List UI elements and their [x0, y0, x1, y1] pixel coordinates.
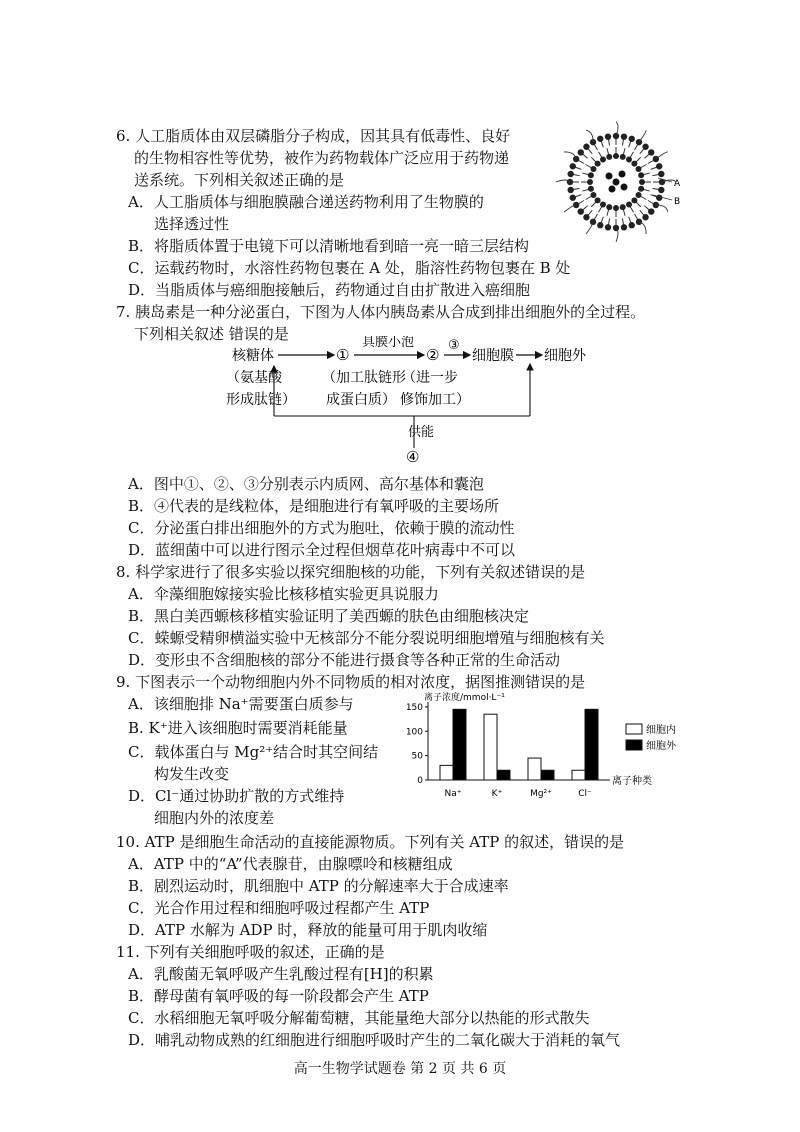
lipid-head-inner — [636, 192, 642, 198]
lipid-head-outer — [578, 208, 584, 214]
lipid-head-inner — [606, 204, 612, 210]
secretion-flow-diagram — [226, 336, 626, 468]
q6-stem-line3: 送系统。下列相关叙述正确的是 — [134, 171, 345, 189]
lipid-head-inner — [595, 197, 601, 203]
bar-inside — [484, 714, 497, 780]
bar-inside — [528, 758, 541, 780]
lipid-head-inner — [590, 166, 596, 172]
lipid-head-outer — [597, 136, 603, 142]
lipid-head-outer — [583, 214, 589, 220]
organelle-2-sub1: （进一步 — [402, 370, 458, 386]
x-category-label: Mg²⁺ — [530, 789, 552, 799]
lipid-head-outer — [653, 156, 659, 162]
lipid-head-outer — [597, 222, 603, 228]
bar-outside — [497, 770, 510, 780]
y-tick-label: 50 — [411, 751, 423, 762]
q10-option-c: C．光合作用过程和细胞呼吸过程都产生 ATP — [128, 899, 430, 917]
organelle-2: ② — [426, 346, 440, 364]
lipid-head-inner — [638, 172, 644, 178]
drug-particle — [609, 186, 616, 193]
organelle-1: ① — [336, 346, 350, 364]
lipid-head-outer — [573, 202, 579, 208]
lipid-head-outer — [656, 195, 662, 201]
peg-chain — [656, 152, 668, 159]
q7-stem-line1: 7. 胰岛素是一种分泌蛋白，下图为人体内胰岛素从合成到排出细胞外的全过程。 — [116, 303, 646, 321]
lipid-head-inner — [626, 156, 632, 162]
lipid-head-outer — [629, 136, 635, 142]
lipid-head-inner — [613, 205, 619, 211]
lipid-head-inner — [639, 179, 645, 185]
q6-option-a-cont: 选择透过性 — [154, 215, 230, 233]
lipid-head-outer — [658, 187, 664, 193]
q7-option-c: C．分泌蛋白排出细胞外的方式为胞吐，依赖于膜的流动性 — [128, 519, 515, 537]
lipid-head-outer — [648, 208, 654, 214]
q8-option-a: A．伞藻细胞嫁接实验比核移植实验更具说服力 — [128, 585, 439, 603]
lipid-head-outer — [573, 156, 579, 162]
lipid-head-outer — [605, 133, 611, 139]
liposome-bilayer — [556, 122, 676, 242]
lipid-head-outer — [656, 163, 662, 169]
bar-inside — [440, 765, 453, 780]
organelle-3: ③ — [448, 338, 460, 353]
cell-membrane-label: 细胞膜 — [472, 348, 514, 364]
lipid-head-outer — [578, 149, 584, 155]
drug-particle — [613, 179, 620, 186]
x-category-label: K⁺ — [491, 789, 503, 799]
liposome-figure — [540, 110, 700, 260]
lipid-head-inner — [595, 161, 601, 167]
lipid-head-inner — [620, 204, 626, 210]
lipid-head-inner — [588, 186, 594, 192]
energy-label: 供能 — [408, 425, 435, 440]
y-tick-label: 100 — [405, 727, 423, 738]
lipid-head-outer — [642, 214, 648, 220]
lipid-head-outer — [570, 195, 576, 201]
lipid-head-inner — [590, 192, 596, 198]
chart-ylabel: 离子浓度/mmol·L⁻¹ — [424, 693, 505, 703]
legend-label: 细胞内 — [646, 725, 676, 736]
y-tick-label: 150 — [405, 702, 423, 713]
q10-option-b: B．剧烈运动时，肌细胞中 ATP 的分解速率大于合成速率 — [128, 877, 509, 895]
lipid-head-inner — [587, 179, 593, 185]
lipid-head-inner — [636, 166, 642, 172]
q8-option-b: B．黑白美西螈核移植实验证明了美西螈的肤色由细胞核决定 — [128, 607, 530, 625]
lipid-head-outer — [658, 171, 664, 177]
q7-stem-line2: 下列相关叙述 错误的是 — [134, 325, 289, 343]
q8-stem: 8. 科学家进行了很多实验以探究细胞核的功能，下列有关叙述错误的是 — [116, 563, 586, 581]
bar-outside — [585, 709, 598, 780]
q10-stem: 10. ATP 是细胞生命活动的直接能源物质。下列有关 ATP 的叙述，错误的是 — [116, 833, 625, 851]
lipid-head-outer — [567, 187, 573, 193]
y-tick-label: 0 — [417, 776, 423, 786]
lipid-head-outer — [570, 163, 576, 169]
ribosome-sub1: （氨基酸 — [226, 370, 282, 386]
q6-stem-line2: 的生物相容性等优势，被作为药物载体广泛应用于药物递 — [134, 149, 510, 167]
lipid-head-inner — [588, 172, 594, 178]
lipid-head-outer — [648, 149, 654, 155]
q8-option-d: D．变形虫不含细胞核的部分不能进行摄食等各种正常的生命活动 — [128, 651, 561, 669]
q11-option-c: C．水稻细胞无氧呼吸分解葡萄糖，其能量绝大部分以热能的形式散失 — [128, 1009, 590, 1027]
q6-stem-line1: 6. 人工脂质体由双层磷脂分子构成，因其具有低毒性、良好 — [116, 127, 511, 145]
q6-option-d: D．当脂质体与癌细胞接触后，药物通过自由扩散进入癌细胞 — [128, 281, 531, 299]
vesicle-label: 具膜小泡 — [362, 336, 415, 350]
q10-option-a: A．ATP 中的“A”代表腺苷，由腺嘌呤和核糖组成 — [128, 855, 453, 873]
lipid-head-inner — [613, 153, 619, 159]
organelle-2-sub2: 修饰加工） — [400, 392, 470, 408]
q6-option-b: B．将脂质体置于电镜下可以清晰地看到暗一亮一暗三层结构 — [128, 237, 530, 255]
liposome-label-b: B — [674, 197, 681, 207]
drug-particle — [621, 184, 628, 191]
page-footer: 高一生物学试题卷 第 2 页 共 6 页 — [293, 1061, 507, 1077]
q7-option-a: A．图中①、②、③分别表示内质网、高尔基体和囊泡 — [128, 475, 484, 493]
legend-label: 细胞外 — [646, 741, 676, 752]
lipid-head-inner — [626, 202, 632, 208]
lipid-head-outer — [567, 171, 573, 177]
ribosome-label: 核糖体 — [232, 348, 274, 364]
lipid-head-inner — [620, 154, 626, 160]
lipid-head-outer — [605, 224, 611, 230]
organelle-1-sub1: （加工肽链形 — [322, 370, 406, 386]
q11-option-b: B．酵母菌有氧呼吸的每一阶段都会产生 ATP — [128, 987, 429, 1005]
q11-option-d: D．哺乳动物成熟的红细胞进行细胞呼吸时产生的二氧化碳大于消耗的氧气 — [128, 1031, 621, 1049]
drug-particle — [619, 171, 626, 178]
ribosome-sub2: 形成肽链） — [226, 392, 296, 408]
x-category-label: Cl⁻ — [578, 789, 592, 799]
lipid-head-inner — [638, 186, 644, 192]
q10-option-d: D．ATP 水解为 ADP 时，释放的能量可用于肌肉收缩 — [128, 921, 488, 939]
q9-option-c: C．载体蛋白与 Mg²⁺结合时其空间结 — [128, 743, 379, 761]
liposome-label-a: A — [674, 179, 681, 189]
lipid-head-outer — [642, 144, 648, 150]
ion-concentration-chart — [398, 690, 698, 810]
lipid-head-inner — [631, 197, 637, 203]
q8-option-c: C．蝾螈受精卵横溢实验中无核部分不能分裂说明细胞增殖与细胞核有关 — [128, 629, 605, 647]
lipid-head-outer — [629, 222, 635, 228]
lipid-head-inner — [606, 154, 612, 160]
q6-option-a: A．人工脂质体与细胞膜融合递送药物利用了生物膜的 — [128, 193, 484, 211]
q9-option-d: D．Cl⁻通过协助扩散的方式维持 — [128, 787, 345, 805]
cell-outside-label: 细胞外 — [544, 348, 586, 364]
q7-option-d: D．蓝细菌中可以进行图示全过程但烟草花叶病毒中不可以 — [128, 541, 516, 559]
organelle-4: ④ — [406, 448, 420, 466]
legend-swatch — [626, 740, 642, 750]
peg-chain — [639, 130, 646, 142]
legend-swatch — [626, 724, 642, 734]
chart-xlabel: 离子种类 — [612, 776, 652, 787]
organelle-1-sub2: 成蛋白质） — [326, 392, 396, 408]
lipid-head-outer — [621, 133, 627, 139]
q9-stem: 9. 下图表示一个动物细胞内外不同物质的相对浓度，据图推测错误的是 — [116, 673, 586, 691]
bar-outside — [453, 709, 466, 780]
lipid-head-outer — [583, 144, 589, 150]
q11-stem: 11. 下列有关细胞呼吸的叙述，正确的是 — [116, 943, 385, 961]
q7-option-b: B．④代表的是线粒体，是细胞进行有氧呼吸的主要场所 — [128, 497, 500, 515]
bar-inside — [572, 770, 585, 780]
x-category-label: Na⁺ — [444, 789, 462, 799]
q11-option-a: A．乳酸菌无氧呼吸产生乳酸过程有[H]的积累 — [128, 965, 434, 983]
lipid-head-inner — [600, 202, 606, 208]
q9-option-d-cont: 细胞内外的浓度差 — [154, 809, 275, 827]
q6-option-c: C．运载药物时，水溶性药物包裹在 A 处，脂溶性药物包裹在 B 处 — [128, 259, 571, 277]
q9-option-b: B. K⁺进入该细胞时需要消耗能量 — [128, 719, 348, 737]
lipid-head-outer — [621, 224, 627, 230]
q9-option-a: A．该细胞排 Na⁺需要蛋白质参与 — [128, 695, 354, 713]
lipid-head-inner — [600, 156, 606, 162]
bar-outside — [541, 770, 554, 780]
q9-option-c-cont: 构发生改变 — [154, 765, 230, 783]
drug-particle — [606, 173, 613, 180]
lipid-head-inner — [631, 161, 637, 167]
